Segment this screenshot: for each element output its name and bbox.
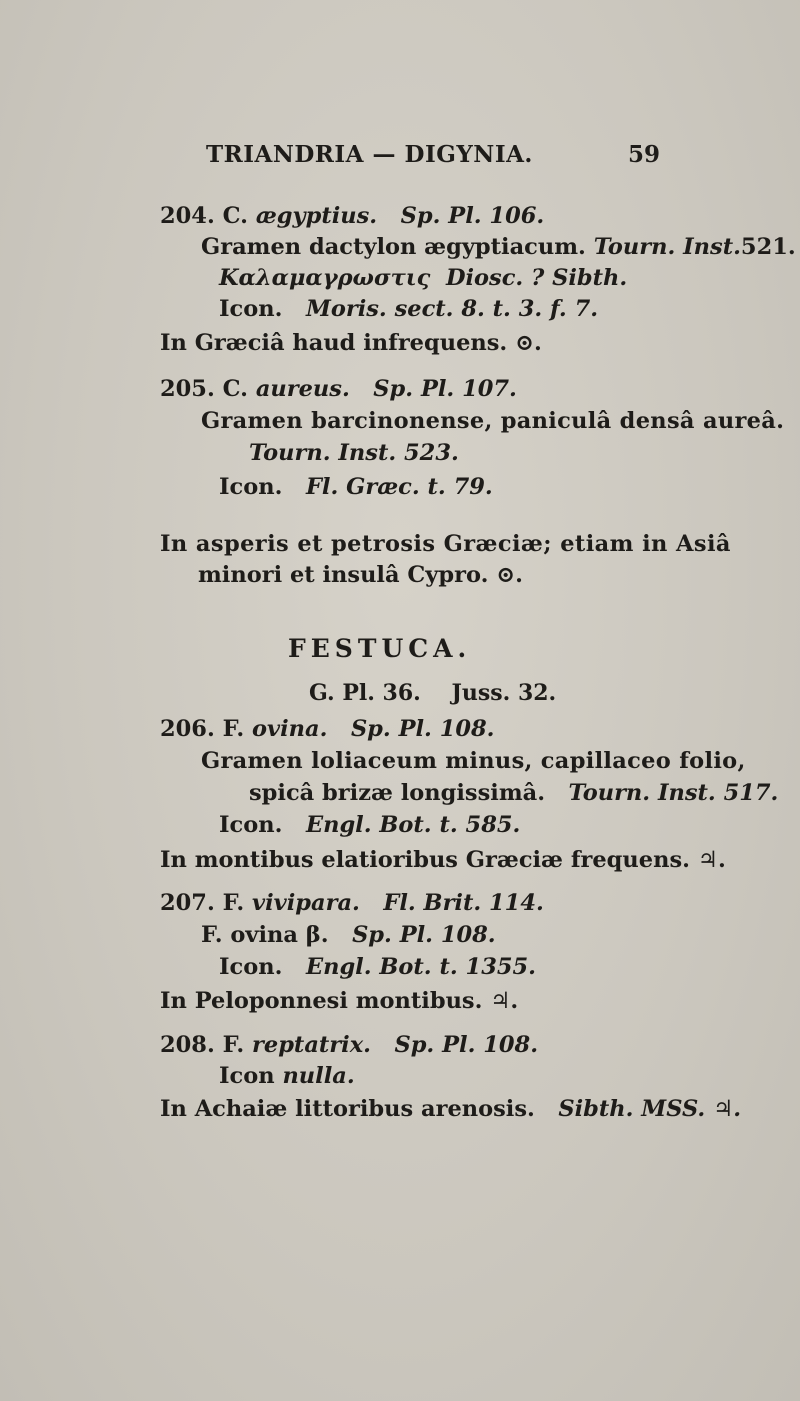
entry-204-synonym-1 (201, 234, 796, 260)
entry-number: 208. F. (160, 1032, 245, 1058)
icon-ref: Fl. Græc. t. 79. (305, 474, 493, 500)
greek-name: Καλαμαγρωστις (219, 265, 431, 291)
icon-ref: Engl. Bot. t. 1355. (305, 954, 536, 980)
entry-206-synonym-2 (249, 780, 778, 806)
entry-207-habitat: In Peloponnesi montibus. ♃. (160, 988, 519, 1014)
entry-208-icon (219, 1063, 355, 1089)
icon-ref: Moris. sect. 8. t. 3. f. 7. (305, 296, 599, 322)
species-name: vivipara. (252, 890, 360, 916)
species-name: ovina. (252, 716, 328, 742)
icon-label: Icon. (219, 296, 283, 322)
entry-205-heading (160, 376, 517, 402)
running-header: TRIANDRIA — DIGYNIA. (206, 141, 533, 168)
entry-207-synonym (201, 922, 496, 948)
species-name: reptatrix. (252, 1032, 371, 1058)
entry-204-icon (219, 296, 598, 322)
entry-205-habitat-1: In asperis et petrosis Græciæ; etiam in Asiâ (160, 531, 731, 557)
synonym-ref: Diosc. ? Sibth. (445, 265, 628, 291)
entry-207-icon (219, 954, 536, 980)
entry-206-synonym: Gramen loliaceum minus, capillaceo folio, (201, 748, 746, 774)
synonym-ref-num: 521. (740, 234, 796, 260)
reference: Sp. Pl. 106. (400, 203, 545, 229)
icon-label: Icon. (219, 812, 283, 838)
entry-206-icon (219, 812, 520, 838)
icon-label: Icon (219, 1063, 275, 1089)
entry-205-habitat-2: minori et insulâ Cypro. ⊙. (198, 562, 523, 588)
entry-204-habitat: In Græciâ haud infrequens. ⊙. (160, 330, 542, 356)
entry-number: 204. C. (160, 203, 248, 229)
entry-206-heading (160, 716, 495, 742)
entry-number: 207. F. (160, 890, 245, 916)
entry-205-icon (219, 474, 493, 500)
synonym-ref: Tourn. Inst. 517. (568, 780, 779, 806)
synonym-text: spicâ brizæ longissimâ. (249, 780, 546, 806)
species-name: aureus. (255, 376, 350, 402)
entry-206-habitat: In montibus elatioribus Græciæ frequens. ♃. (160, 847, 726, 873)
entry-207-heading (160, 890, 544, 916)
synonym-ref: Tourn. Inst. (593, 234, 741, 260)
synonym-text: Gramen dactylon ægyptiacum. (201, 234, 586, 260)
entry-number: 206. F. (160, 716, 245, 742)
reference: Fl. Brit. 114. (383, 890, 544, 916)
entry-204-heading (160, 203, 544, 229)
reference: Sp. Pl. 108. (394, 1032, 539, 1058)
synonym-text: F. ovina β. (201, 922, 329, 948)
entry-205-synonym-ref: Tourn. Inst. 523. (249, 440, 459, 466)
habitat-text: In Achaiæ littoribus arenosis. (160, 1096, 535, 1122)
reference: Sp. Pl. 108. (350, 716, 495, 742)
entry-208-heading (160, 1032, 538, 1058)
entry-204-synonym-2 (219, 265, 627, 291)
genus-references: G. Pl. 36. Juss. 32. (309, 680, 557, 706)
species-name: ægyptius. (255, 203, 378, 229)
synonym-ref: Sp. Pl. 108. (352, 922, 496, 948)
page-number: 59 (628, 141, 661, 168)
entry-208-habitat (160, 1096, 741, 1122)
icon-ref: Engl. Bot. t. 585. (305, 812, 521, 838)
habitat-ref: Sibth. MSS. ♃. (558, 1096, 742, 1122)
entry-number: 205. C. (160, 376, 248, 402)
genus-heading: FESTUCA. (288, 634, 472, 663)
entry-205-synonym: Gramen barcinonense, paniculâ densâ aureâ. (201, 408, 785, 434)
icon-label: Icon. (219, 954, 283, 980)
icon-ref: nulla. (282, 1063, 355, 1089)
icon-label: Icon. (219, 474, 283, 500)
reference: Sp. Pl. 107. (373, 376, 517, 402)
